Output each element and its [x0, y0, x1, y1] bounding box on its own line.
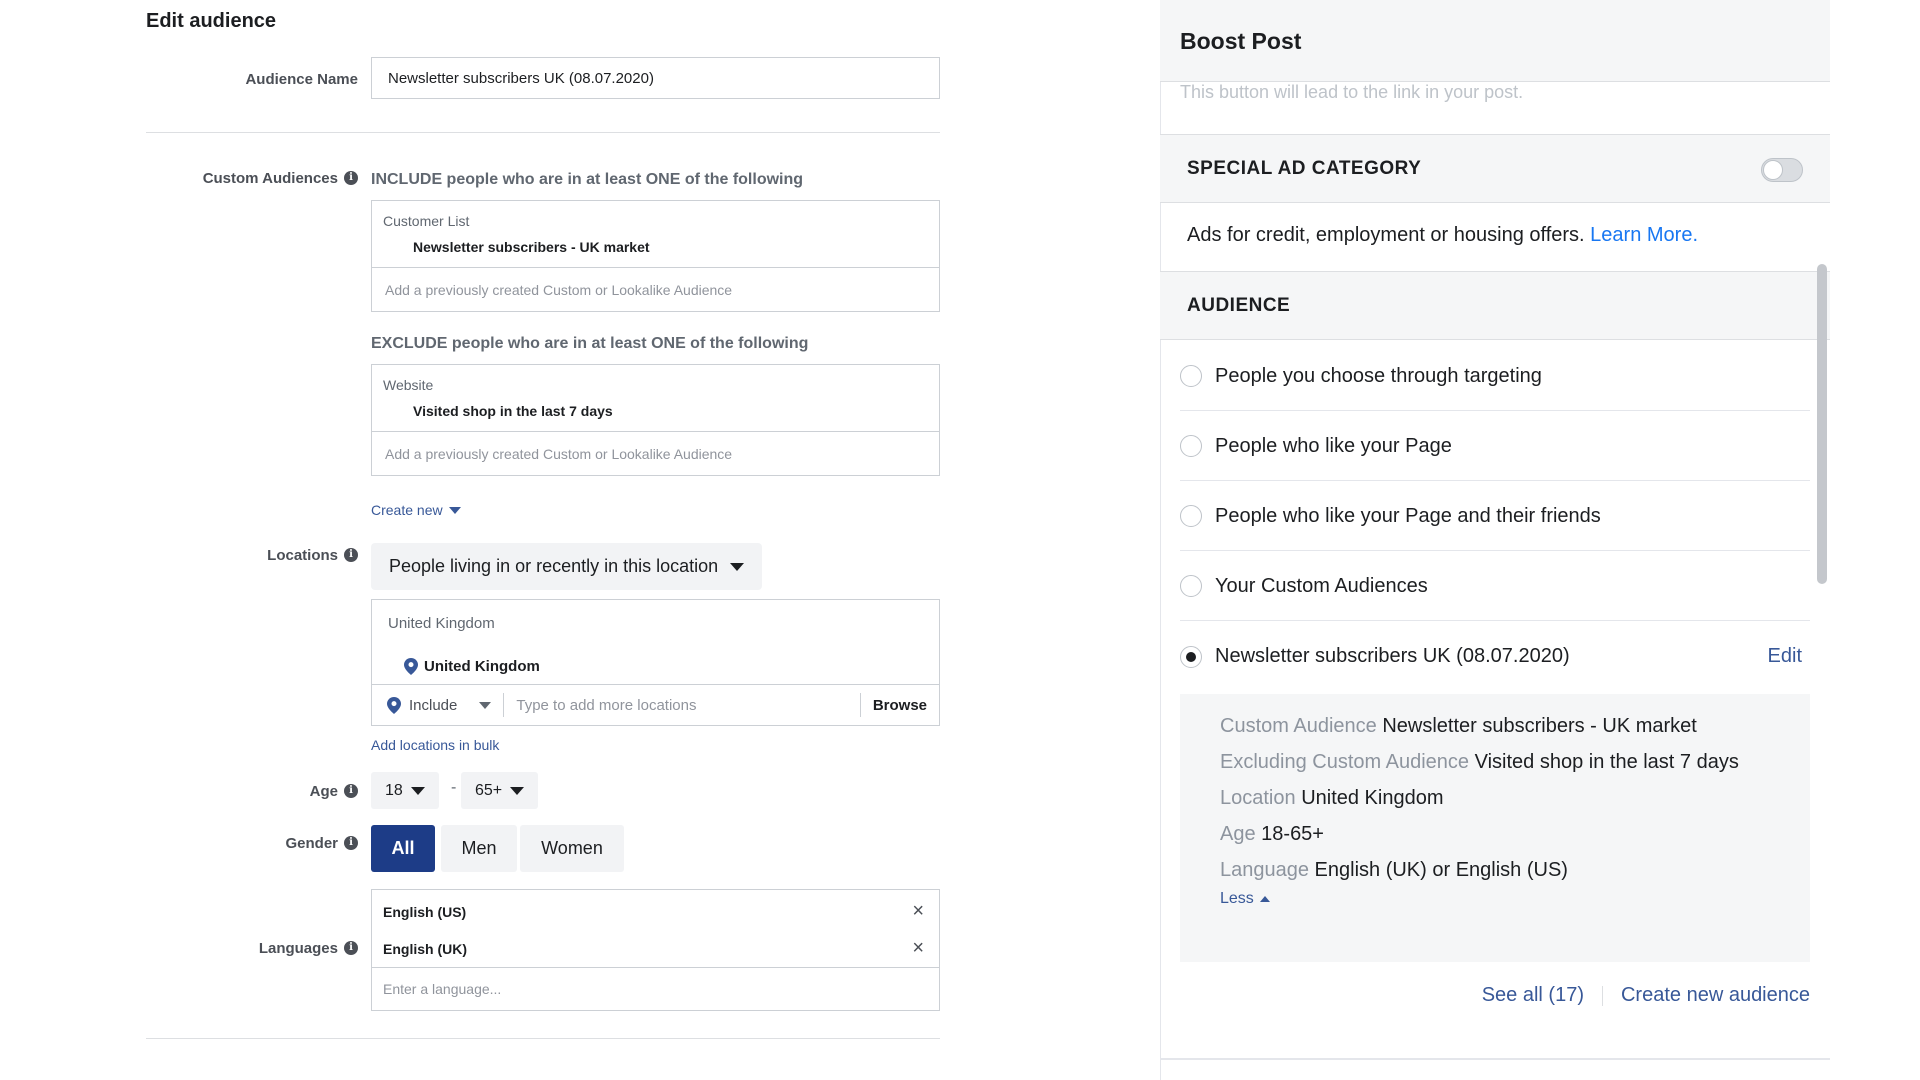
detail-language: Language English (UK) or English (US)	[1220, 859, 1568, 881]
include-heading: INCLUDE people who are in at least ONE of the following	[371, 171, 804, 188]
audience-option-selected[interactable]	[1180, 622, 1810, 691]
special-ad-category-toggle[interactable]	[1761, 158, 1803, 182]
divider	[1160, 1058, 1830, 1060]
chevron-down-icon	[411, 787, 425, 795]
see-all-link[interactable]: See all (17)	[1481, 984, 1584, 1006]
location-item-label: United Kingdom	[424, 657, 540, 675]
audience-option-label: Newsletter subscribers UK (08.07.2020)	[1215, 645, 1570, 667]
divider	[146, 1038, 940, 1039]
age-min-value: 18	[385, 781, 403, 799]
special-ad-description	[1187, 224, 1698, 247]
detail-location: Location United Kingdom	[1220, 787, 1444, 809]
boost-post-header	[1160, 0, 1830, 82]
exclude-selected	[372, 365, 939, 432]
info-icon[interactable]: i	[344, 836, 358, 850]
divider	[146, 132, 940, 133]
chevron-down-icon	[510, 787, 524, 795]
special-ad-category-header	[1160, 134, 1830, 203]
create-new-label: Create new	[371, 502, 443, 518]
special-ad-category-heading: SPECIAL AD CATEGORY	[1187, 157, 1422, 179]
languages-box	[371, 889, 940, 1011]
audience-name-value: Newsletter subscribers UK (08.07.2020)	[388, 69, 654, 87]
gender-label: Gender i	[0, 833, 358, 853]
custom-audiences-label: Custom Audiences i	[0, 168, 358, 188]
audience-option-label: People you choose through targeting	[1215, 364, 1542, 387]
edit-audience-link[interactable]: Edit	[1767, 645, 1802, 667]
close-icon[interactable]: ×	[912, 900, 924, 922]
create-new-dropdown[interactable]	[371, 502, 461, 518]
exclude-type: Website	[383, 377, 434, 393]
language-input[interactable]: Enter a language...	[372, 967, 939, 1010]
audience-heading: AUDIENCE	[1187, 294, 1291, 316]
include-audience-box	[371, 200, 940, 312]
link-separator	[1602, 986, 1603, 1006]
create-new-audience-link[interactable]: Create new audience	[1620, 984, 1810, 1006]
gender-men-button[interactable]: Men	[441, 825, 517, 872]
audience-option-label: Your Custom Audiences	[1215, 574, 1428, 597]
location-group: United Kingdom	[388, 615, 495, 632]
audience-option[interactable]	[1180, 342, 1810, 411]
audience-footer-links	[1482, 984, 1810, 1007]
audience-header	[1160, 271, 1830, 340]
exclude-audience-box	[371, 364, 940, 476]
include-selected	[372, 201, 939, 268]
chevron-down-icon	[730, 563, 744, 571]
detail-age: Age 18-65+	[1220, 823, 1324, 845]
special-ad-description-text: Ads for credit, employment or housing offers.	[1187, 224, 1585, 246]
language-item	[372, 893, 939, 930]
less-toggle[interactable]	[1220, 890, 1770, 908]
age-label: Age i	[0, 781, 358, 801]
button-hint: This button will lead to the link in your post.	[1180, 82, 1524, 102]
less-label: Less	[1220, 890, 1254, 907]
exclude-item[interactable]: Visited shop in the last 7 days	[413, 403, 613, 419]
age-separator: -	[451, 779, 457, 796]
gender-all-button[interactable]: All	[371, 825, 435, 872]
audience-option[interactable]	[1180, 552, 1810, 621]
language-label: English (US)	[383, 903, 467, 920]
toggle-knob	[1763, 160, 1783, 180]
audience-option-label: People who like your Page	[1215, 434, 1452, 457]
include-type: Customer List	[383, 213, 470, 229]
detail-excluding: Excluding Custom Audience Visited shop in the last 7 days	[1220, 751, 1739, 773]
include-label: Include	[409, 696, 458, 714]
radio-button-checked[interactable]	[1180, 646, 1202, 668]
audience-option[interactable]	[1180, 412, 1810, 481]
radio-button[interactable]	[1180, 435, 1202, 457]
audience-name-label: Audience Name	[245, 70, 358, 88]
location-add-row	[372, 685, 939, 725]
radio-button[interactable]	[1180, 505, 1202, 527]
location-pin-icon	[404, 658, 418, 675]
audience-option-label: People who like your Page and their friends	[1215, 504, 1601, 527]
learn-more-link[interactable]: Learn More.	[1590, 224, 1699, 246]
location-type-dropdown[interactable]	[371, 543, 762, 590]
language-label: English (UK)	[383, 940, 467, 957]
boost-post-panel	[1160, 0, 1830, 1080]
languages-label: Languages i	[0, 938, 358, 958]
radio-dot	[1186, 652, 1196, 662]
add-locations-bulk-link[interactable]: Add locations in bulk	[371, 737, 500, 753]
exclude-audience-input[interactable]: Add a previously created Custom or Lookalike Audience	[385, 445, 733, 462]
info-icon[interactable]: i	[344, 171, 358, 185]
location-pin-icon	[387, 697, 401, 714]
location-item[interactable]	[372, 648, 939, 685]
scrollbar[interactable]	[1817, 264, 1827, 584]
boost-post-title: Boost Post	[1180, 28, 1302, 54]
close-icon[interactable]: ×	[912, 937, 924, 959]
info-icon[interactable]: i	[344, 784, 358, 798]
age-min-dropdown[interactable]	[371, 772, 439, 809]
chevron-up-icon	[1260, 896, 1270, 902]
include-audience-input[interactable]: Add a previously created Custom or Lookalike Audience	[385, 281, 733, 298]
info-icon[interactable]: i	[344, 941, 358, 955]
locations-box	[371, 599, 940, 726]
location-type-value: People living in or recently in this location	[389, 556, 719, 576]
language-item	[372, 930, 939, 967]
info-icon[interactable]: i	[344, 548, 358, 562]
audience-details	[1180, 694, 1810, 962]
audience-name-input[interactable]	[371, 57, 940, 99]
chevron-down-icon	[449, 507, 461, 514]
age-max-value: 65+	[475, 781, 503, 799]
include-item[interactable]: Newsletter subscribers - UK market	[413, 239, 650, 255]
page-title: Edit audience	[146, 10, 277, 32]
gender-women-button[interactable]: Women	[520, 825, 624, 872]
location-search-input[interactable]: Type to add more locations	[516, 696, 697, 714]
include-exclude-dropdown[interactable]	[372, 693, 504, 717]
chevron-down-icon	[479, 702, 491, 709]
radio-button[interactable]	[1180, 575, 1202, 597]
detail-custom-audience: Custom Audience Newsletter subscribers - UK market	[1220, 715, 1697, 737]
audience-option[interactable]	[1180, 482, 1810, 551]
age-max-dropdown[interactable]	[461, 772, 538, 809]
radio-button[interactable]	[1180, 365, 1202, 387]
browse-button[interactable]: Browse	[860, 693, 939, 717]
locations-label: Locations i	[0, 545, 358, 565]
exclude-heading: EXCLUDE people who are in at least ONE of the following	[371, 335, 809, 352]
